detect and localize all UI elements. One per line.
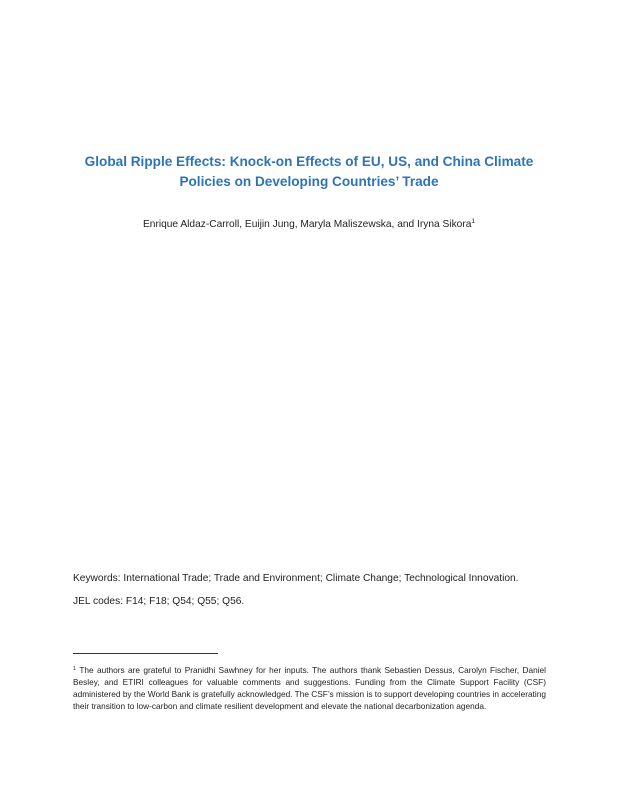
paper-title: Global Ripple Effects: Knock-on Effects of EU, US, and China Climate Policies on Developing Countries’ Trade — [84, 154, 534, 189]
keywords-text: International Trade; Trade and Environment; Climate Change; Technological Innovation. — [123, 573, 519, 584]
keywords-label: Keywords: — [73, 573, 121, 584]
jel-codes-line — [73, 595, 553, 609]
footnote — [73, 664, 546, 712]
footnote-marker: 1 — [73, 666, 77, 672]
keywords-line — [73, 572, 553, 586]
footnote-text: The authors are grateful to Pranidhi Sawhney for her inputs. The authors thank Sebastien Dessus, Carolyn Fischer, Daniel Besley, and ETIRI colleagues for valuable comments and suggestions. Funding from the Climate Support Facility (CSF) administered by the World Bank is gratefully acknowledged. The CSF’s mission is to support developing countries in accelerating their transition to low-carbon and climate resilient development and elevate the national decarbonization agenda. — [73, 665, 546, 711]
authors-text: Enrique Aldaz-Carroll, Euijin Jung, Maryla Maliszewska, and Iryna Sikora — [142, 219, 472, 230]
author-footnote-marker[interactable]: 1 — [471, 218, 476, 225]
jel-codes-text: F14; F18; Q54; Q55; Q56. — [125, 596, 245, 607]
author-list — [62, 218, 556, 232]
footnote-separator — [73, 653, 218, 654]
jel-label: JEL codes: — [73, 596, 124, 607]
